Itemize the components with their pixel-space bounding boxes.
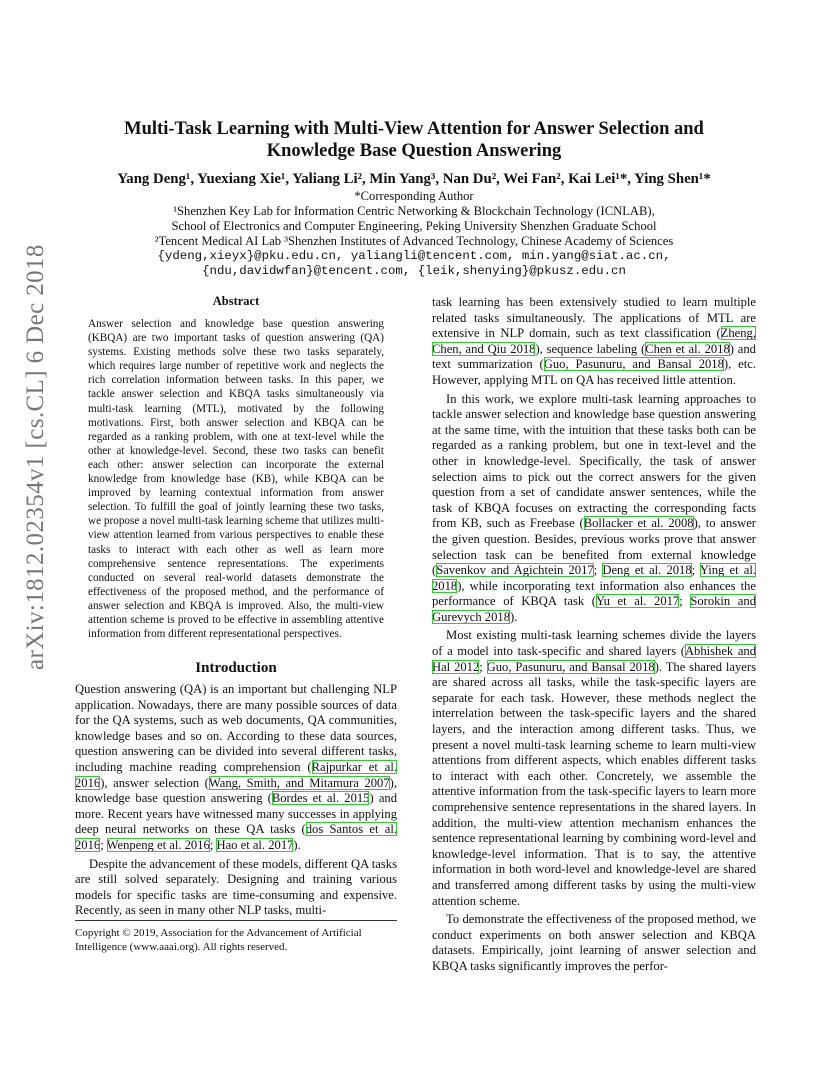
affiliation-line-3: ²Tencent Medical AI Lab ³Shenzhen Institutes of Advanced Technology, Chinese Academy of Sciences: [154, 234, 674, 248]
affiliation-line-2: School of Electronics and Computer Engineering, Peking University Shenzhen Graduate School: [171, 219, 657, 233]
citation-link[interactable]: Chen et al. 2018: [645, 341, 730, 356]
citation-link[interactable]: Bollacker et al. 2008: [583, 516, 694, 531]
corresponding-author-note: *Corresponding Author: [354, 189, 474, 203]
right-paragraph-2: In this work, we explore multi-task learning approaches to tackle answer selection and knowledge base question answering at the same time, with the intuition that these tasks both can be regarded as a ranking problem, but one in text-level and the other in knowledge-level. Specifically, the task of answer selection aims to pick out the correct answers for the given question from a set of candidate answer sentences, while the task of KBQA focuses on extracting the corresponding facts from KB, such as Freebase (Bollacker et al. 2008), to answer the given question. Besides, previous works prove that answer selection task can be benefited from external knowledge (Savenkov and Agichtein 2017; Deng et al. 2018; Ying et al. 2018), while incorporating text information also enhances the performance of KBQA task (Yu et al. 2017; Sorokin and Gurevych 2018).: [432, 391, 756, 624]
right-paragraph-3: Most existing multi-task learning schemes divide the layers of a model into task-specific and shared layers (Abhishek and Hal 2012; Guo, Pasunuru, and Bansal 2018). The shared layers are shared across all tasks, while the task-specific layers are separate for each task. However, these methods neglect the interrelation between the task-specific layers and the shared layers, and the interaction among different tasks. Thus, we present a novel multi-task learning scheme to learn multi-view attentions from different aspects, which enables different tasks to interact with each other. Concretely, we assemble the attentive information from the task-specific layers to learn more comprehensive sentence representations in the shared layers. In addition, the multi-view attention mechanism enhances the sentence representational learning by combining word-level and knowledge-level information. That is to say, the attentive information in both word-level and knowledge-level are shared and transferred among different tasks by using the multi-view attention scheme.: [432, 628, 756, 908]
paper-title: Multi-Task Learning with Multi-View Attention for Answer Selection and Knowledge Base Question Answering: [124, 119, 704, 161]
citation-link[interactable]: Zheng, Chen, and Qiu 2018: [432, 326, 756, 356]
citation-link[interactable]: Wang, Smith, and Mitamura 2007: [208, 775, 390, 790]
arxiv-identifier: arXiv:1812.02354v1 [cs.CL] 6 Dec 2018: [22, 244, 49, 670]
citation-link[interactable]: Guo, Pasunuru, and Bansal 2018: [486, 659, 655, 674]
right-paragraph-4: To demonstrate the effectiveness of the proposed method, we conduct experiments on both answer selection and KBQA datasets. Empirically, joint learning of answer selection and KBQA tasks significantly improves the perfor-: [432, 912, 756, 973]
right-column-body: [432, 295, 756, 975]
citation-link[interactable]: Hao et al. 2017: [216, 837, 294, 852]
citation-link[interactable]: Deng et al. 2018: [602, 563, 692, 578]
email-line-2: {ndu,davidwfan}@tencent.com, {leik,shenying}@pkusz.edu.cn: [202, 264, 626, 278]
citation-link[interactable]: Savenkov and Agichtein 2017: [436, 563, 594, 578]
citation-link[interactable]: Bordes et al. 2015: [271, 791, 370, 806]
citation-link[interactable]: Yu et al. 2017: [595, 594, 680, 609]
right-paragraph-1: task learning has been extensively studied to learn multiple related tasks simultaneously. The applications of MTL are extensive in NLP domain, such as text classification (Zheng, Chen, and Qiu 2018), sequence labeling (Chen et al. 2018) and text summarization (Guo, Pasunuru, and Bansal 2018), etc. However, applying MTL on QA has received little attention.: [432, 295, 756, 387]
author-list: Yang Deng¹, Yuexiang Xie¹, Yaliang Li², Min Yang³, Nan Du², Wei Fan², Kai Lei¹*, Ying Shen¹*: [117, 171, 711, 187]
intro-paragraph-2: Despite the advancement of these models, different QA tasks are still solved separately. Designing and training various models for specific tasks are time-consuming and expensive. Recently, as seen in many other NLP tasks, multi-: [75, 856, 397, 918]
abstract-body: Answer selection and knowledge base question answering (KBQA) are two important tasks of question answering (QA) systems. Existing methods solve these two tasks separately, which requires large number of repetitive work and neglects the rich correlation information between tasks. In this paper, we tackle answer selection and KBQA tasks simultaneously via multi-task learning (MTL), motivated by the following motivations. First, both answer selection and KBQA can be regarded as a ranking problem, with one at text-level while the other at knowledge-level. Second, these two tasks can benefit each other: answer selection can incorporate the external knowledge from knowledge base (KB), while KBQA can be improved by learning contextual information from answer selection. To fulfill the goal of jointly learning these two tasks, we propose a novel multi-task learning scheme that utilizes multi-view attention learned from various perspectives to enable these tasks to interact with each other as well as learn more comprehensive sentence representations. The experiments conducted on several real-world datasets demonstrate the effectiveness of the proposed method, and the performance of answer selection and KBQA is improved. Also, the multi-view attention scheme is proved to be effective in assembling attentive information from different representational perspectives.: [88, 318, 384, 641]
affiliation-line-1: ¹Shenzhen Key Lab for Information Centric Networking & Blockchain Technology (ICNLAB),: [173, 204, 655, 218]
citation-link[interactable]: Guo, Pasunuru, and Bansal 2018: [543, 357, 724, 372]
citation-link[interactable]: dos Santos et al. 2016: [75, 822, 397, 852]
intro-paragraph-1: Question answering (QA) is an important but challenging NLP application. Nowadays, there are many possible sources of data for the QA systems, such as web documents, QA communities, knowledge bases and so on. According to these data sources, question answering can be divided into several different tasks, including machine reading comprehension (Rajpurkar et al. 2016), answer selection (Wang, Smith, and Mitamura 2007), knowledge base question answering (Bordes et al. 2015) and more. Recent years have witnessed many successes in applying deep neural networks on these QA tasks (dos Santos et al. 2016; Wenpeng et al. 2016; Hao et al. 2017).: [75, 682, 398, 852]
citation-link[interactable]: Rajpurkar et al. 2016: [75, 759, 397, 790]
copyright-notice: Copyright © 2019, Association for the Advancement of Artificial Intelligence (www.aaai.org). All rights reserved.: [75, 920, 397, 954]
email-line-1: {ydeng,xieyx}@pku.edu.cn, yaliangli@tencent.com, min.yang@siat.ac.cn,: [157, 249, 671, 263]
citation-link[interactable]: Wenpeng et al. 2016: [106, 837, 210, 852]
abstract-heading: Abstract: [212, 294, 260, 308]
citation-link[interactable]: Sorokin and Gurevych 2018: [432, 594, 756, 624]
citation-link[interactable]: Ying et al. 2018: [432, 563, 756, 593]
left-column-body: [75, 682, 397, 919]
introduction-heading: Introduction: [195, 660, 277, 676]
citation-link[interactable]: Abhishek and Hal 2012: [432, 644, 756, 674]
